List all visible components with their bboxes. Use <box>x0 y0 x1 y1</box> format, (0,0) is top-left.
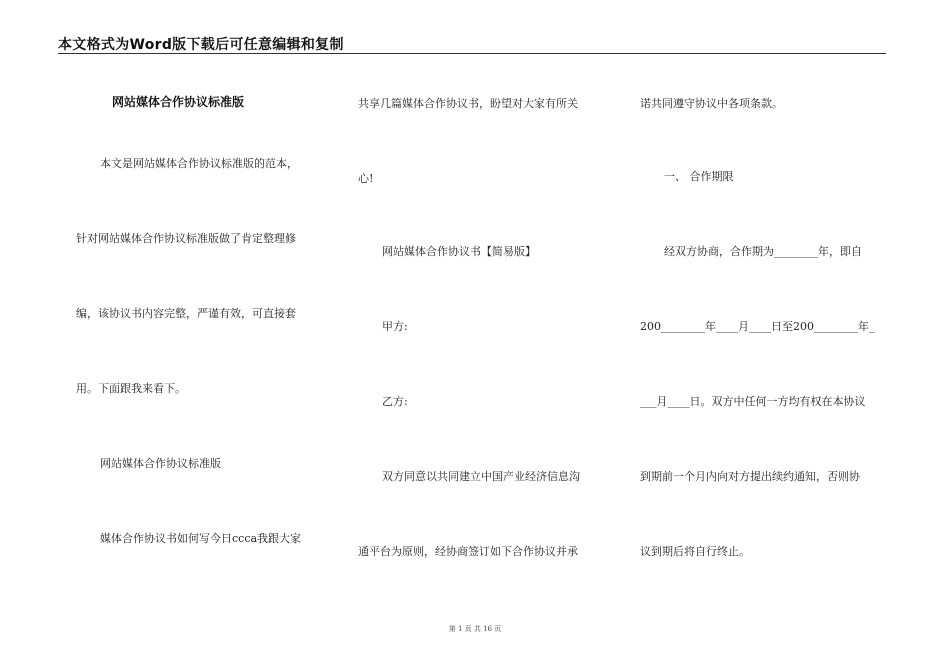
text-line: 针对网站媒体合作协议标准版做了肯定整理修 <box>76 232 296 245</box>
header-divider <box>58 53 886 54</box>
text-line: 本文是网站媒体合作协议标准版的范本， <box>100 157 298 170</box>
text-line: 用。下面跟我来看下。 <box>76 382 186 395</box>
section-heading: 网站媒体合作协议标准版 <box>100 457 221 470</box>
text-line: 到期前一个月内向对方提出续约通知，否则协 <box>640 470 860 483</box>
text-line: 双方同意以共同建立中国产业经济信息沟 <box>382 470 580 483</box>
text-line: 经双方协商，合作期为________年，即自 <box>664 245 862 258</box>
section-heading: 一、 合作期限 <box>664 170 734 183</box>
party-a-label: 甲方: <box>382 320 408 333</box>
text-line: 200________年____月____日至200________年_ <box>640 320 875 333</box>
text-line: 心! <box>358 172 374 185</box>
text-line: 共享几篇媒体合作协议书，盼望对大家有所关 <box>358 97 578 110</box>
text-line: 诺共同遵守协议中各项条款。 <box>640 97 783 110</box>
document-header: 本文格式为Word版下载后可任意编辑和复制 <box>58 37 344 53</box>
text-line: 通平台为原则，经协商签订如下合作协议并承 <box>358 545 578 558</box>
text-line: 媒体合作协议书如何写今日ccca我跟大家 <box>100 532 302 545</box>
party-b-label: 乙方: <box>382 395 408 408</box>
page-number: 第 1 页 共 16 页 <box>448 625 502 633</box>
text-line: 编，该协议书内容完整，严谨有效，可直接套 <box>76 307 296 320</box>
text-line: 议到期后将自行终止。 <box>640 545 750 558</box>
document-title: 网站媒体合作协议标准版 <box>112 95 245 109</box>
text-line: ___月____日。双方中任何一方均有权在本协议 <box>640 395 866 408</box>
section-heading: 网站媒体合作协议书【简易版】 <box>382 245 536 258</box>
